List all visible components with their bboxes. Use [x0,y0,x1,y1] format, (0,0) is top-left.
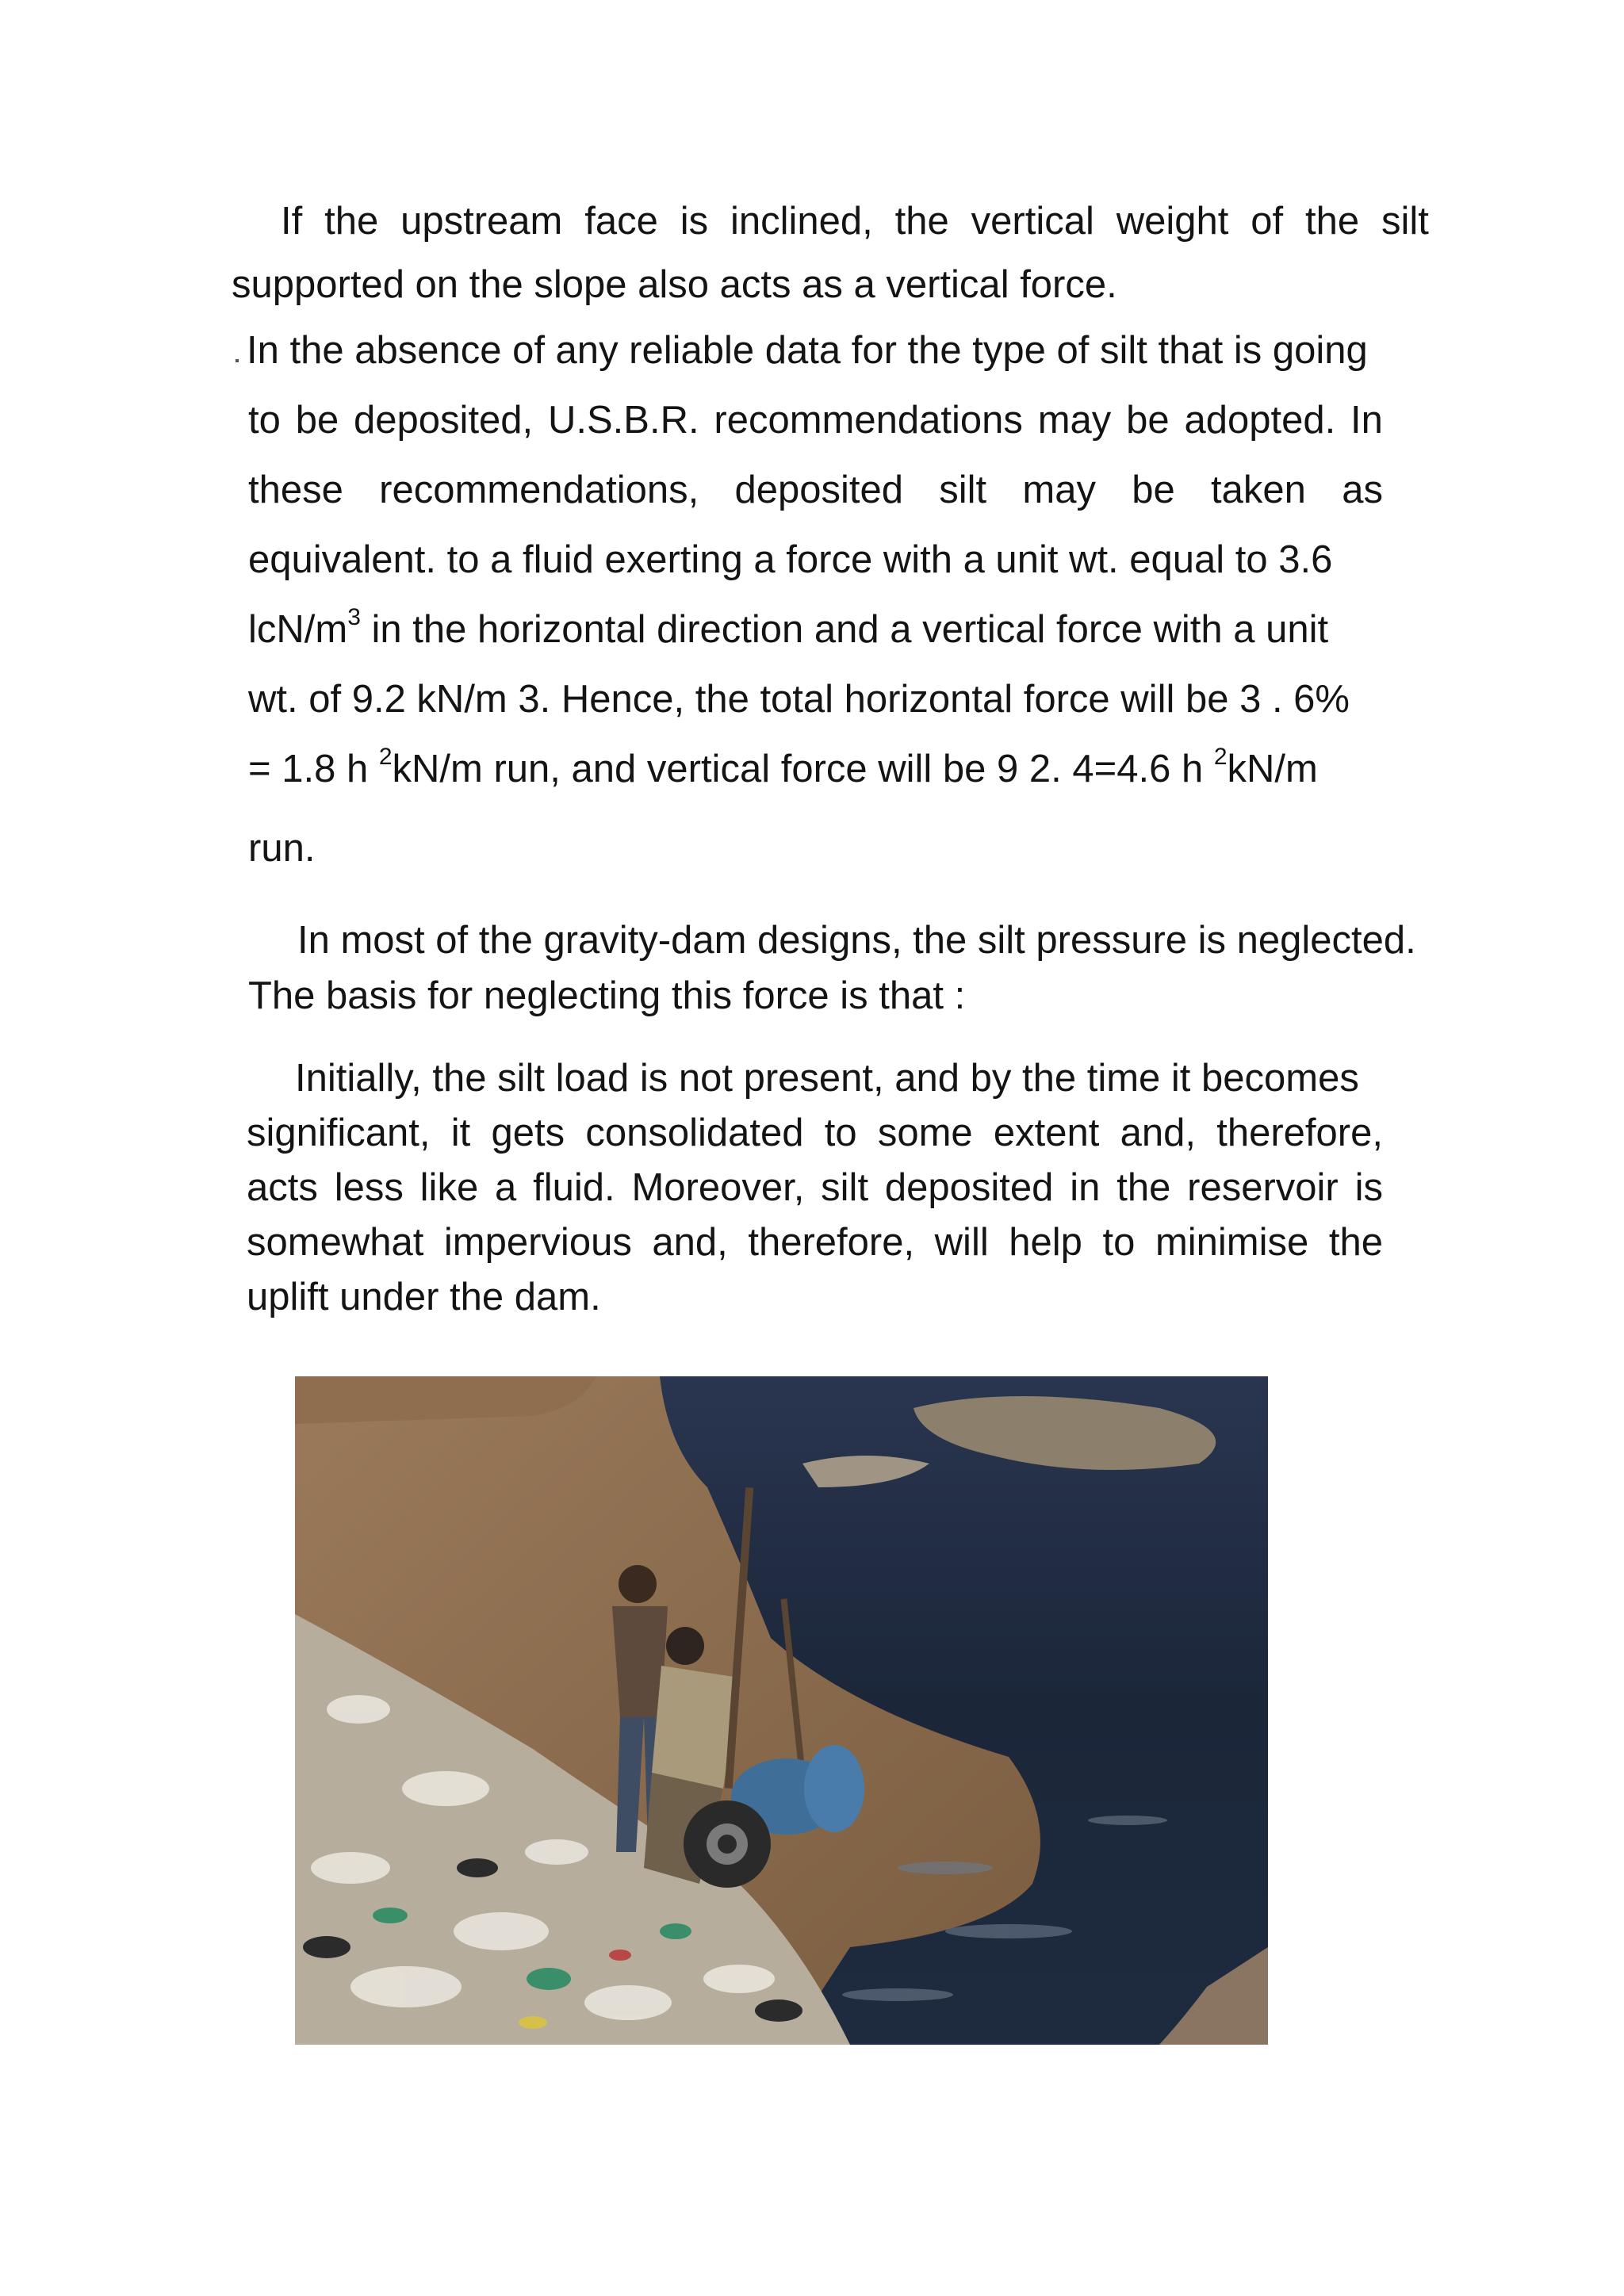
word: minimise [1155,1221,1309,1264]
word: taken [1211,469,1306,511]
paragraph-4-line-2 [247,1114,1383,1153]
stray-dot [236,359,239,362]
word: to [824,1112,857,1154]
word: therefore, [1216,1112,1383,1154]
paragraph-2-line-1: In the absence of any reliable data for the type of silt that is going [247,329,1368,372]
word: deposited [734,469,903,511]
word: less [334,1166,404,1209]
word: some [877,1112,973,1154]
word: these [248,469,343,511]
word: may [1022,469,1096,511]
word: extent [993,1112,1100,1154]
equation-part-c: kN/m [1227,748,1318,790]
paragraph-4-line-1: Initially, the silt load is not present, and by the time it becomes [295,1057,1359,1100]
word: consolidated [585,1112,804,1154]
word: gets [491,1112,565,1154]
paragraph-2-line-8: run. [248,827,316,870]
superscript-3: 3 [347,604,361,630]
word: deposited [884,1166,1054,1209]
word: be [1132,469,1175,511]
word: be [295,399,339,442]
superscript-2b: 2 [1213,744,1228,770]
word: In [1350,399,1383,442]
paragraph-1-line-1 [281,202,1429,241]
word: inclined, [730,200,873,243]
equation-part-a: = 1.8 h [248,748,369,790]
word: silt [939,469,987,511]
word: and, [1120,1112,1196,1154]
paragraph-2-line-4: equivalent. to a fluid exerting a force with a unit wt. equal to 3.6 [248,538,1333,581]
word: a [495,1166,517,1209]
word: is [1354,1166,1383,1209]
word: to [248,399,281,442]
word: deposited, [354,399,534,442]
paragraph-4-line-3 [247,1166,1383,1209]
word: and, [652,1221,728,1264]
word: help [1009,1221,1082,1264]
word: significant, [247,1112,431,1154]
paragraph-2-line-2 [248,401,1383,440]
word: the [1305,200,1360,243]
word: recommendations [714,399,1023,442]
equation-part-b: kN/m run, and vertical force will be 9 2. 4=4.6 h [392,748,1204,790]
paragraph-2-line-7 [248,744,1318,790]
word: U.S.B.R. [548,399,699,442]
word: the [894,200,949,243]
word: therefore, [748,1221,915,1264]
word: acts [247,1166,318,1209]
word: as [1342,469,1383,511]
word: silt [821,1166,869,1209]
word: like [419,1166,479,1209]
word: face [584,200,658,243]
word: upstream [400,200,563,243]
unit-text: lcN/m [248,608,348,651]
word: impervious [443,1221,632,1264]
word: vertical [971,200,1094,243]
word: of [1251,200,1284,243]
word: may [1037,399,1112,442]
word: Moreover, [631,1166,805,1209]
paragraph-3-line-2: The basis for neglecting this force is that : [248,974,966,1017]
word: adopted. [1184,399,1336,442]
word: recommendations, [379,469,699,511]
paragraph-4-line-5: uplift under the dam. [247,1276,601,1318]
line-5-rest: in the horizontal direction and a vertical force with a unit [371,608,1329,651]
word: somewhat [247,1221,424,1264]
word: be [1126,399,1170,442]
paragraph-2-line-6: wt. of 9.2 kN/m 3. Hence, the total horizontal force will be 3 . 6% [248,678,1350,721]
paragraph-4-line-4 [247,1223,1383,1262]
word: in [1070,1166,1101,1209]
word: will [934,1221,989,1264]
word: If [281,200,303,243]
word: is [680,200,709,243]
paragraph-2-line-5 [248,604,1329,651]
superscript-2a: 2 [378,744,393,770]
word: the [1328,1221,1383,1264]
paragraph-1-line-2: supported on the slope also acts as a vertical force. [232,263,1117,306]
word: it [450,1112,471,1154]
word: silt [1381,200,1429,243]
word: to [1102,1221,1136,1264]
word: weight [1116,200,1229,243]
word: fluid. [533,1166,615,1209]
polluted-riverbank-photo [295,1376,1268,2045]
word: reservoir [1187,1166,1339,1209]
paragraph-3-line-1: In most of the gravity-dam designs, the silt pressure is neglected. [297,919,1416,962]
word: the [324,200,379,243]
word: the [1116,1166,1171,1209]
paragraph-2-line-3 [248,471,1383,510]
